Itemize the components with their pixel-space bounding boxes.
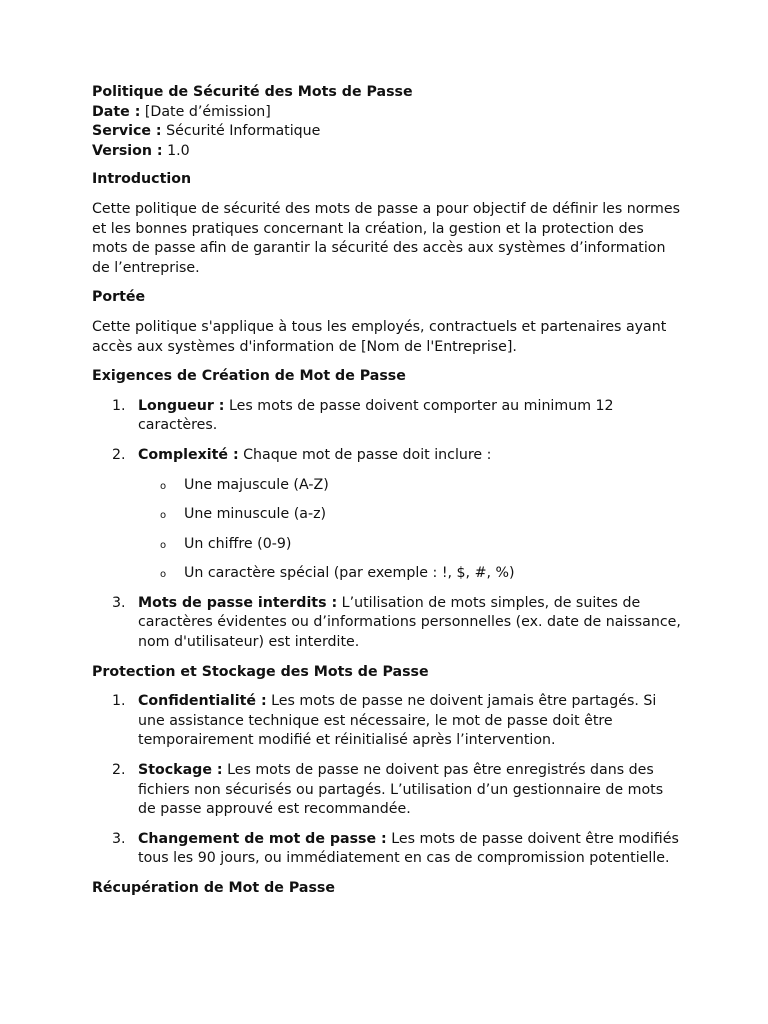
meta-service-value: Sécurité Informatique — [166, 123, 321, 140]
meta-date — [92, 103, 682, 123]
protection-heading: Protection et Stockage des Mots de Passe — [92, 663, 429, 680]
item-text: Chaque mot de passe doit inclure : — [243, 446, 492, 463]
bullet-text: Un chiffre (0-9) — [184, 535, 292, 552]
bullet-text: Une majuscule (A-Z) — [184, 476, 329, 493]
list-item — [92, 830, 682, 869]
meta-date-value: [Date d’émission] — [144, 103, 271, 120]
circle-bullet-icon: o — [160, 480, 167, 492]
list-number: 3. — [112, 830, 126, 847]
document-body — [92, 83, 682, 909]
item-label: Stockage : — [138, 762, 223, 779]
item-text: Les mots de passe ne doivent pas être enregistrés dans des fichiers non sécurisés ou partagés. L’utilisation d’un gestionnaire de mots de passe approuvé est recommandée. — [138, 762, 664, 818]
list-number: 3. — [112, 594, 126, 611]
bullet-text: Une minuscule (a-z) — [184, 506, 327, 523]
exigences-heading: Exigences de Création de Mot de Passe — [92, 368, 406, 385]
item-text: Les mots de passe doivent comporter au minimum 12 caractères. — [138, 397, 614, 434]
list-item — [92, 761, 682, 820]
meta-service — [92, 122, 682, 142]
item-label: Changement de mot de passe : — [138, 830, 387, 847]
item-label: Complexité : — [138, 446, 239, 463]
introduction-paragraph: Cette politique de sécurité des mots de passe a pour objectif de définir les normes et les bonnes pratiques concernant la création, la gestion et la protection des mots de passe afin de garantir la sécurité des accès aux systèmes d’information de l’entreprise. — [92, 200, 680, 276]
circle-bullet-icon: o — [160, 510, 167, 522]
portee-heading: Portée — [92, 289, 146, 306]
meta-version-label: Version : — [92, 142, 163, 159]
meta-service-label: Service : — [92, 123, 162, 140]
bullet-item — [138, 535, 682, 555]
item-label: Mots de passe interdits : — [138, 594, 338, 611]
list-number: 1. — [112, 397, 126, 414]
meta-version — [92, 142, 682, 162]
complexity-bullet-list — [138, 476, 682, 584]
list-item — [92, 397, 682, 436]
list-number: 2. — [112, 446, 126, 463]
list-item — [92, 446, 682, 584]
list-item — [92, 594, 682, 653]
bullet-item — [138, 564, 682, 584]
bullet-text: Un caractère spécial (par exemple : !, $, #, %) — [184, 565, 515, 582]
circle-bullet-icon: o — [160, 569, 167, 581]
list-item — [92, 692, 682, 751]
exigences-list — [92, 397, 682, 653]
item-text: Les mots de passe doivent être modifiés tous les 90 jours, ou immédiatement en cas de compromission potentielle. — [138, 830, 679, 867]
meta-version-value: 1.0 — [167, 142, 190, 159]
list-number: 1. — [112, 693, 126, 710]
protection-list — [92, 692, 682, 869]
item-label: Longueur : — [138, 397, 225, 414]
item-label: Confidentialité : — [138, 693, 267, 710]
bullet-item — [138, 505, 682, 525]
item-text: Les mots de passe ne doivent jamais être partagés. Si une assistance technique est nécessaire, le mot de passe doit être temporairement modifié et réinitialisé après l’intervention. — [138, 693, 657, 749]
bullet-item — [138, 476, 682, 496]
item-text: L’utilisation de mots simples, de suites de caractères évidentes ou d’informations personnelles (ex. date de naissance, nom d'utilisateur) est interdite. — [138, 594, 681, 651]
recuperation-heading: Récupération de Mot de Passe — [92, 880, 335, 896]
meta-date-label: Date : — [92, 103, 141, 120]
circle-bullet-icon: o — [160, 539, 167, 551]
introduction-heading: Introduction — [92, 171, 192, 188]
portee-paragraph: Cette politique s'applique à tous les employés, contractuels et partenaires ayant accès aux systèmes d'information de [Nom de l'Entreprise]. — [92, 318, 667, 355]
list-number: 2. — [112, 762, 126, 779]
document-title: Politique de Sécurité des Mots de Passe — [92, 84, 413, 100]
